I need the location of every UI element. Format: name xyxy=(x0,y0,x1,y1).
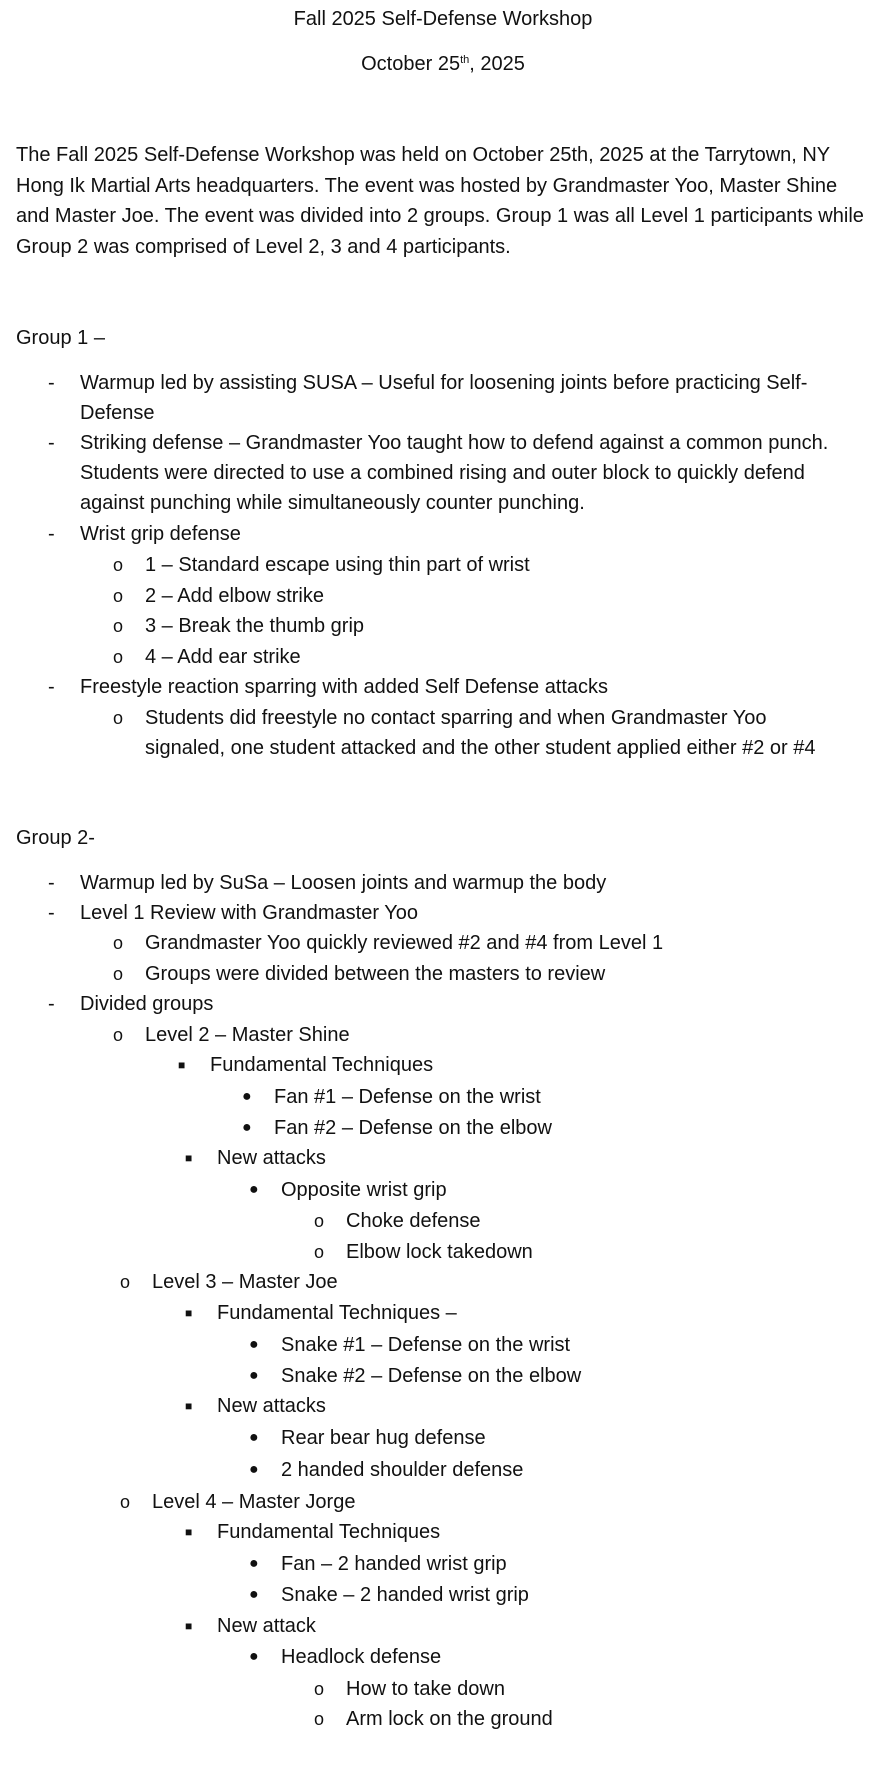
dot-bullet: ● xyxy=(242,1119,252,1136)
g1-wrist-item: 4 – Add ear strike xyxy=(145,646,301,668)
level2-title: Level 2 – Master Shine xyxy=(145,1024,350,1046)
level2-fundamentals: Fundamental Techniques xyxy=(210,1054,434,1076)
level3-fundamentals: Fundamental Techniques – xyxy=(217,1302,457,1324)
dash-bullet: - xyxy=(48,902,55,924)
event-date xyxy=(0,52,886,76)
date-prefix: October 25 xyxy=(361,53,461,75)
dot-bullet: ● xyxy=(249,1336,259,1353)
g2-review: Level 1 Review with Grandmaster Yoo xyxy=(80,902,418,924)
level3-fund-item: Snake #1 – Defense on the wrist xyxy=(281,1334,571,1356)
dot-bullet: ● xyxy=(249,1648,259,1665)
square-bullet: ■ xyxy=(185,1619,193,1633)
level4-fund-item: Snake – 2 handed wrist grip xyxy=(281,1584,529,1606)
circle-bullet: o xyxy=(314,1211,325,1231)
g1-freestyle: Freestyle reaction sparring with added Self Defense attacks xyxy=(80,676,609,698)
g2-warmup: Warmup led by SuSa – Loosen joints and warmup the body xyxy=(80,872,607,894)
level2-attack-sub: Choke defense xyxy=(346,1210,481,1232)
dot-bullet: ● xyxy=(242,1088,252,1105)
dash-bullet: - xyxy=(48,523,55,545)
level3-attack-item: Rear bear hug defense xyxy=(281,1427,486,1449)
circle-bullet: o xyxy=(113,555,124,575)
g2-divided: Divided groups xyxy=(80,993,214,1015)
circle-bullet: o xyxy=(113,616,124,636)
level4-fundamentals: Fundamental Techniques xyxy=(217,1521,441,1543)
level4-attack-item: Headlock defense xyxy=(281,1646,442,1668)
level2-attack-item: Opposite wrist grip xyxy=(281,1179,447,1201)
square-bullet: ■ xyxy=(185,1306,193,1320)
level3-attack-item: 2 handed shoulder defense xyxy=(281,1459,524,1481)
g1-warmup-line1: Warmup led by assisting SUSA – Useful for loosening joints before practicing Self- xyxy=(80,372,808,394)
level4-fund-item: Fan – 2 handed wrist grip xyxy=(281,1553,507,1575)
circle-bullet: o xyxy=(113,647,124,667)
dot-bullet: ● xyxy=(249,1461,259,1478)
level2-new-attacks: New attacks xyxy=(217,1147,326,1169)
g1-warmup-line2: Defense xyxy=(80,402,155,424)
g1-freestyle-line1: Students did freestyle no contact sparring and when Grandmaster Yoo xyxy=(145,707,767,729)
level4-new-attack: New attack xyxy=(217,1615,316,1637)
dot-bullet: ● xyxy=(249,1586,259,1603)
level2-fund-item: Fan #1 – Defense on the wrist xyxy=(274,1086,541,1108)
level3-title: Level 3 – Master Joe xyxy=(152,1271,338,1293)
circle-bullet: o xyxy=(113,708,124,728)
g1-freestyle-line2: signaled, one student attacked and the other student applied either #2 or #4 xyxy=(145,737,816,759)
level4-attack-sub: Arm lock on the ground xyxy=(346,1708,553,1730)
circle-bullet: o xyxy=(113,586,124,606)
dot-bullet: ● xyxy=(249,1429,259,1446)
square-bullet: ■ xyxy=(185,1399,193,1413)
circle-bullet: o xyxy=(113,933,124,953)
dash-bullet: - xyxy=(48,372,55,394)
circle-bullet: o xyxy=(314,1242,325,1262)
circle-bullet: o xyxy=(120,1492,131,1512)
dot-bullet: ● xyxy=(249,1555,259,1572)
group2-heading: Group 2- xyxy=(16,827,95,849)
circle-bullet: o xyxy=(314,1679,325,1699)
g1-strike-line2: Students were directed to use a combined rising and outer block to quickly defend xyxy=(80,462,805,484)
group1-heading: Group 1 – xyxy=(16,327,105,349)
circle-bullet: o xyxy=(113,964,124,984)
dash-bullet: - xyxy=(48,872,55,894)
dot-bullet: ● xyxy=(249,1181,259,1198)
g1-strike-line3: against punching while simultaneously counter punching. xyxy=(80,492,585,514)
date-suffix: , 2025 xyxy=(469,53,525,75)
square-bullet: ■ xyxy=(185,1525,193,1539)
g2-review-item: Grandmaster Yoo quickly reviewed #2 and #4 from Level 1 xyxy=(145,932,664,954)
g1-wrist-item: 1 – Standard escape using thin part of wrist xyxy=(145,554,530,576)
circle-bullet: o xyxy=(120,1272,131,1292)
dot-bullet: ● xyxy=(249,1367,259,1384)
circle-bullet: o xyxy=(314,1709,325,1729)
dash-bullet: - xyxy=(48,993,55,1015)
level4-title: Level 4 – Master Jorge xyxy=(152,1491,356,1513)
g1-wrist-item: 3 – Break the thumb grip xyxy=(145,615,365,637)
g2-review-item: Groups were divided between the masters to review xyxy=(145,963,606,985)
circle-bullet: o xyxy=(113,1025,124,1045)
g1-wrist-item: 2 – Add elbow strike xyxy=(145,585,324,607)
intro-paragraph: The Fall 2025 Self-Defense Workshop was held on October 25th, 2025 at the Tarrytown, NY Hong Ik Martial Arts headquarters. The event was hosted by Grandmaster Yoo, Master Shine and Master Joe. The event was divided into 2 groups. Group 1 was all Level 1 participants while Group 2 was comprised of Level 2, 3 and 4 participants. xyxy=(16,144,864,258)
g1-wrist-grip: Wrist grip defense xyxy=(80,523,241,545)
level2-attack-sub: Elbow lock takedown xyxy=(346,1241,533,1263)
date-superscript: th xyxy=(460,54,470,66)
square-bullet: ■ xyxy=(185,1151,193,1165)
level4-attack-sub: How to take down xyxy=(346,1678,505,1700)
level2-fund-item: Fan #2 – Defense on the elbow xyxy=(274,1117,552,1139)
level3-new-attacks: New attacks xyxy=(217,1395,326,1417)
square-bullet: ■ xyxy=(178,1058,186,1072)
dash-bullet: - xyxy=(48,432,55,454)
level3-fund-item: Snake #2 – Defense on the elbow xyxy=(281,1365,582,1387)
page-title: Fall 2025 Self-Defense Workshop xyxy=(293,8,593,30)
dash-bullet: - xyxy=(48,676,55,698)
g1-strike-line1: Striking defense – Grandmaster Yoo taught how to defend against a common punch. xyxy=(80,432,829,454)
